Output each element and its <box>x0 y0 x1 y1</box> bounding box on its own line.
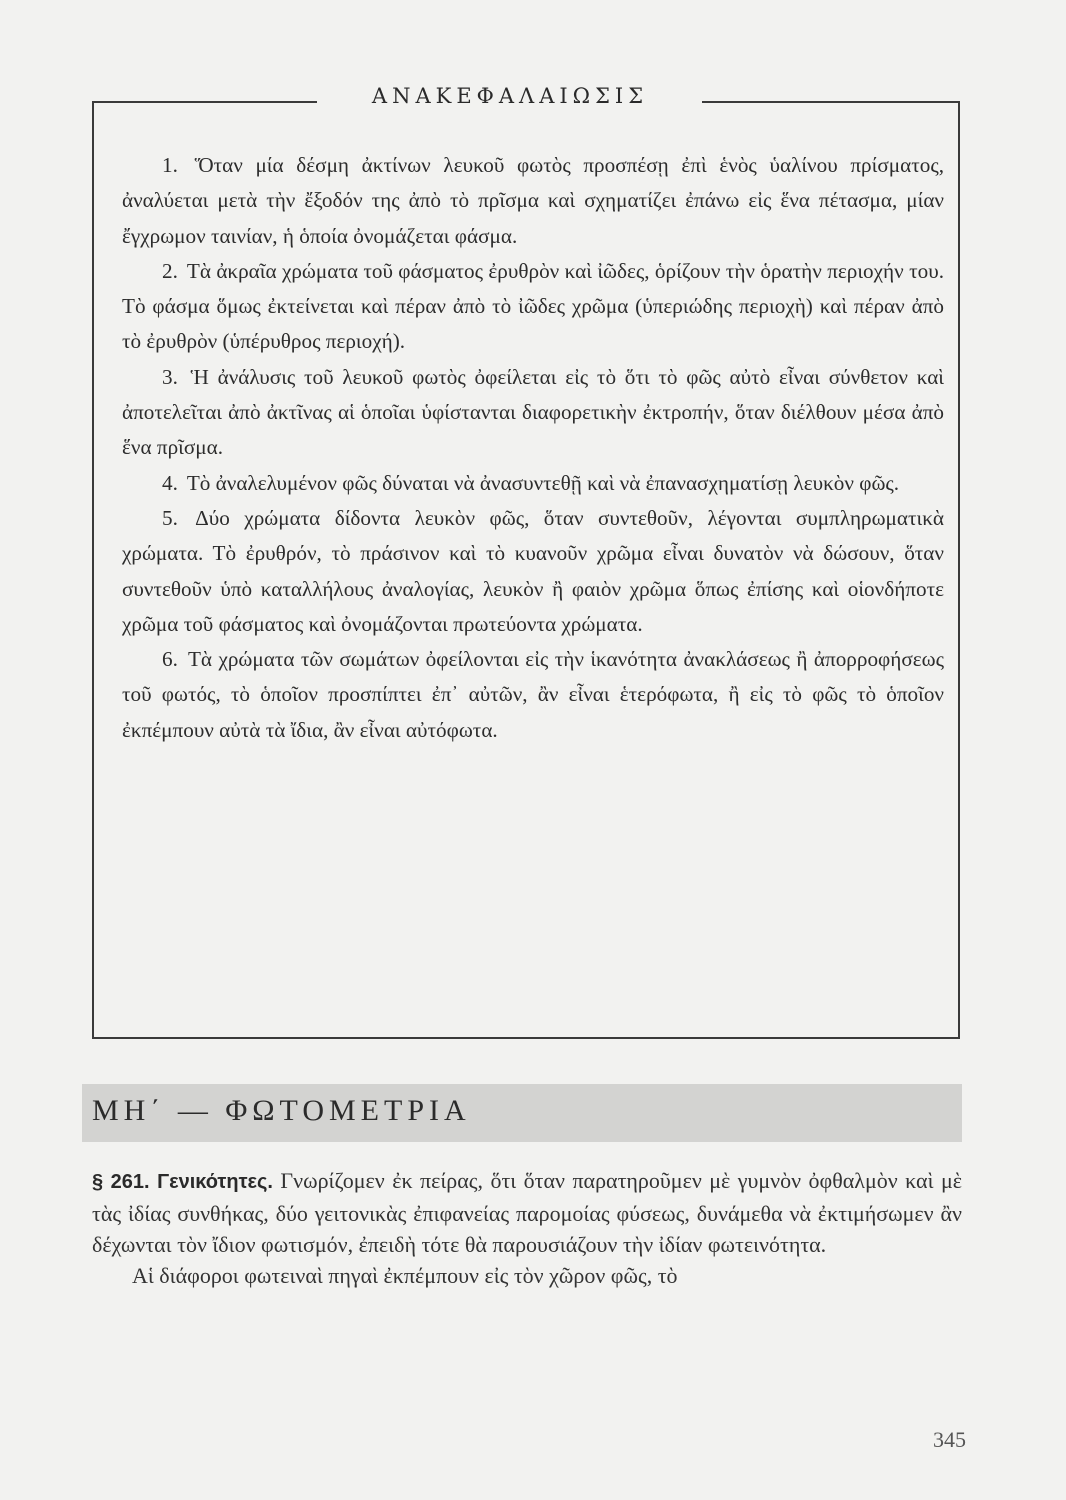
summary-box-top-rule-right <box>702 101 960 103</box>
summary-title: ΑΝΑΚΕΦΑΛΑΙΩΣΙΣ <box>371 84 649 108</box>
summary-item-3: 3. Ἡ ἀνάλυσις τοῦ λευκοῦ φωτὸς ὀφείλεται εἰς τὸ ὅτι τὸ φῶς αὐτὸ εἶναι σύνθετον καὶ ἀποτελεῖται ἀπὸ ἀκτῖνας αἱ ὁποῖαι ὑφίστανται διαφορετικὴν ἐκτροπήν, ὅταν διέλθουν μέσα ἀπὸ ἕνα πρῖσμα. <box>122 364 944 460</box>
section-paragraph-1: § 261. Γενικότητες. Γνωρίζομεν ἐκ πείρας, ὅτι ὅταν παρατηροῦμεν μὲ γυμνὸν ὀφθαλμὸν καὶ μὲ τὰς ἰδίας συνθήκας, δύο γειτονικὰς ἐπιφανείας παρομοίας φύσεως, δυνάμεθα νὰ ἐκτιμήσωμεν ἂν δέχωνται τὸν ἴδιον φωτισμόν, ἐπειδὴ τότε θὰ παρουσιάζουν τὴν ἰδίαν φωτεινότητα. <box>92 1168 962 1257</box>
summary-item-5: 5. Δύο χρώματα δίδοντα λευκὸν φῶς, ὅταν συντεθοῦν, λέγονται συμπληρωματικὰ χρώματα. Τὸ ἐρυθρόν, τὸ πράσινον καὶ τὸ κυανοῦν χρῶμα εἶναι δυνατὸν νὰ δώσουν, ὅταν συντεθοῦν ὑπὸ καταλλήλους ἀναλογίας, λευκὸν ἢ φαιὸν χρῶμα ὅπως ἐπίσης καὶ οἱονδήποτε χρῶμα τοῦ φάσματος καὶ ὀνομάζονται πρωτεύοντα χρώματα. <box>122 505 944 636</box>
summary-item-4: 4. Τὸ ἀναλελυμένον φῶς δύναται νὰ ἀνασυντεθῇ καὶ νὰ ἐπανασχηματίσῃ λευκὸν φῶς. <box>162 470 900 495</box>
section-paragraph-2: Αἱ διάφοροι φωτειναὶ πηγαὶ ἐκπέμπουν εἰς τὸν χῶρον φῶς, τὸ <box>132 1263 678 1288</box>
summary-list <box>122 148 944 748</box>
section-body <box>92 1165 962 1291</box>
section-heading: § 261. Γενικότητες. <box>92 1171 273 1193</box>
summary-item-2: 2. Τὰ ἀκραῖα χρώματα τοῦ φάσματος ἐρυθρὸν καὶ ἰῶδες, ὁρίζουν τὴν ὁρατὴν περιοχήν του. Τὸ φάσμα ὅμως ἐκτείνεται καὶ πέραν ἀπὸ τὸ ἰῶδες χρῶμα (ὑπεριώδης περιοχὴ) καὶ πέραν ἀπὸ τὸ ἐρυθρὸν (ὑπέρυθρος περιοχή). <box>122 258 944 354</box>
chapter-title: ΜΗ΄ — ΦΩΤΟΜΕΤΡΙΑ <box>92 1094 471 1127</box>
page-number: 345 <box>933 1427 966 1452</box>
summary-box-top-rule-left <box>92 101 317 103</box>
summary-item-1: 1. Ὅταν μία δέσμη ἀκτίνων λευκοῦ φωτὸς προσπέσῃ ἐπὶ ἑνὸς ὑαλίνου πρίσματος, ἀναλύεται μετὰ τὴν ἔξοδόν της ἀπὸ τὸ πρῖσμα καὶ σχηματίζει ἐπάνω εἰς ἕνα πέτασμα, μίαν ἔγχρωμον ταινίαν, ἡ ὁποία ὀνομάζεται φάσμα. <box>122 153 945 248</box>
summary-item-6: 6. Τὰ χρώματα τῶν σωμάτων ὀφείλονται εἰς τὴν ἱκανότητα ἀνακλάσεως ἢ ἀπορροφήσεως τοῦ φωτός, τὸ ὁποῖον προσπίπτει ἐπ᾽ αὐτῶν, ἂν εἶναι ἑτερόφωτα, ἢ εἰς τὸ φῶς τὸ ὁποῖον ἐκπέμπουν αὐτὰ τὰ ἴδια, ἂν εἶναι αὐτόφωτα. <box>122 647 944 742</box>
